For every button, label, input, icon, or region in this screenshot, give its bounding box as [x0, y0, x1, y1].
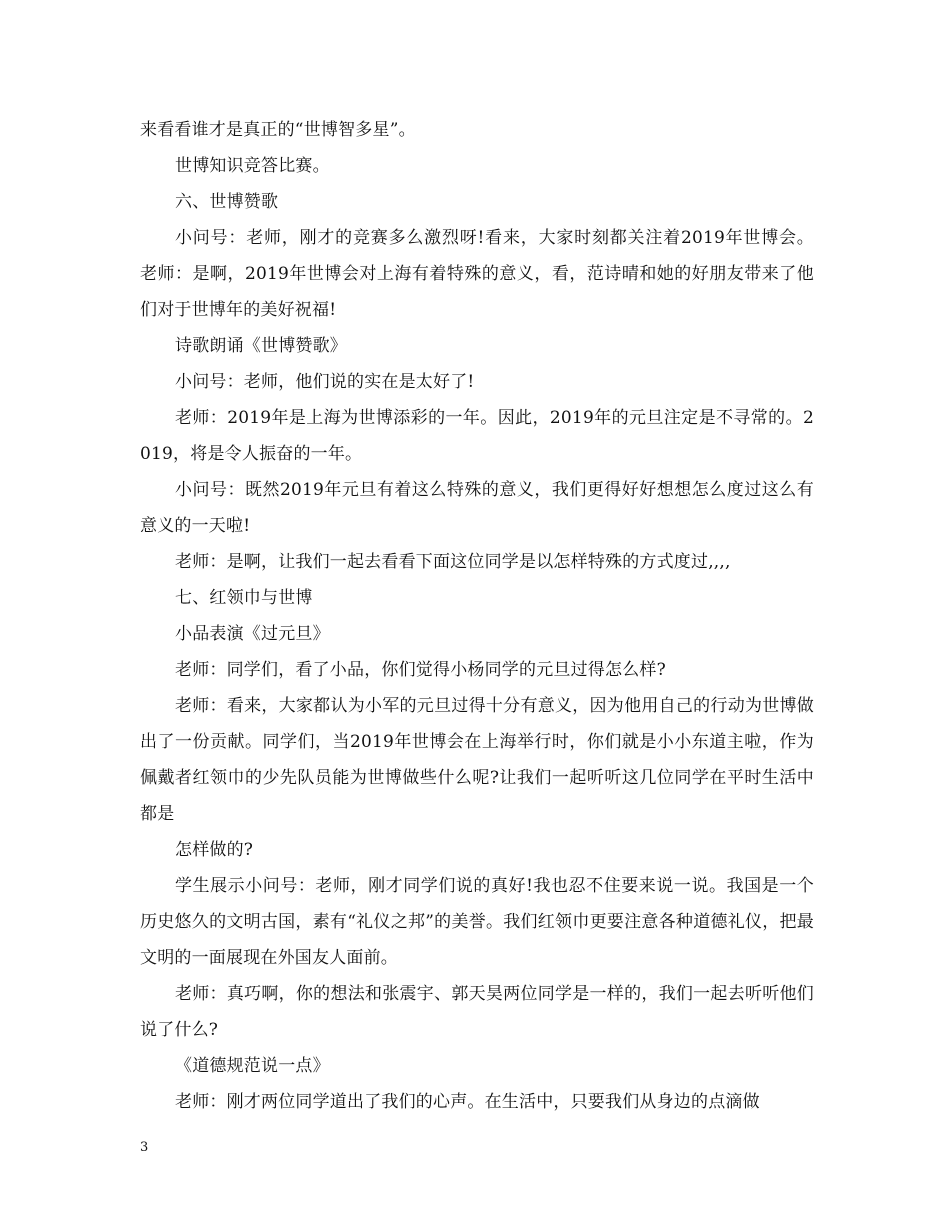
paragraph: 怎样做的? [175, 840, 254, 860]
paragraph: 老师：2019年是上海为世博添彩的一年。因此，2019年的元旦注定是不寻常的。2019，将是令人振奋的一年。 [140, 408, 814, 464]
paragraph: 老师：是啊，让我们一起去看看下面这位同学是以怎样特殊的方式度过,,,, [175, 552, 731, 572]
paragraph: 小品表演《过元旦》 [175, 624, 330, 644]
paragraph: 世博知识竞答比赛。 [175, 156, 330, 176]
paragraph: 小问号：老师，他们说的实在是太好了! [175, 372, 475, 392]
section-heading: 七、红领巾与世博 [175, 588, 313, 608]
paragraph: 老师：真巧啊，你的想法和张震宇、郭天昊两位同学是一样的，我们一起去听听他们说了什么? [140, 984, 814, 1040]
section-heading: 六、世博赞歌 [175, 192, 279, 212]
paragraph: 小问号：老师，刚才的竞赛多么激烈呀!看来，大家时刻都关注着2019年世博会。 老师：是啊，2019年世博会对上海有着特殊的意义，看，范诗晴和她的好朋友带来了他们对于世博年的美好祝福! [140, 228, 814, 320]
document-body [140, 112, 814, 1120]
paragraph: 《道德规范说一点》 [175, 1056, 330, 1076]
paragraph: 诗歌朗诵《世博赞歌》 [175, 336, 347, 356]
paragraph: 老师：刚才两位同学道出了我们的心声。在生活中，只要我们从身边的点滴做 [175, 1092, 760, 1112]
paragraph: 小问号：既然2019年元旦有着这么特殊的意义，我们更得好好想想怎么度过这么有意义的一天啦! [140, 480, 814, 536]
paragraph: 老师：看来，大家都认为小军的元旦过得十分有意义，因为他用自己的行动为世博做出了一份贡献。同学们，当2019年世博会在上海举行时，你们就是小小东道主啦，作为佩戴者红领巾的少先队员能为世博做些什么呢?让我们一起听听这几位同学在平时生活中都是 [140, 696, 814, 824]
paragraph: 老师：同学们，看了小品，你们觉得小杨同学的元旦过得怎么样? [175, 660, 666, 680]
paragraph: 来看看谁才是真正的“世博智多星”。 [140, 120, 416, 140]
page-number: 3 [140, 1140, 149, 1155]
paragraph: 学生展示小问号：老师，刚才同学们说的真好!我也忍不住要来说一说。我国是一个历史悠久的文明古国，素有“礼仪之邦”的美誉。我们红领巾更要注意各种道德礼仪，把最文明的一面展现在外国友人面前。 [140, 876, 814, 968]
